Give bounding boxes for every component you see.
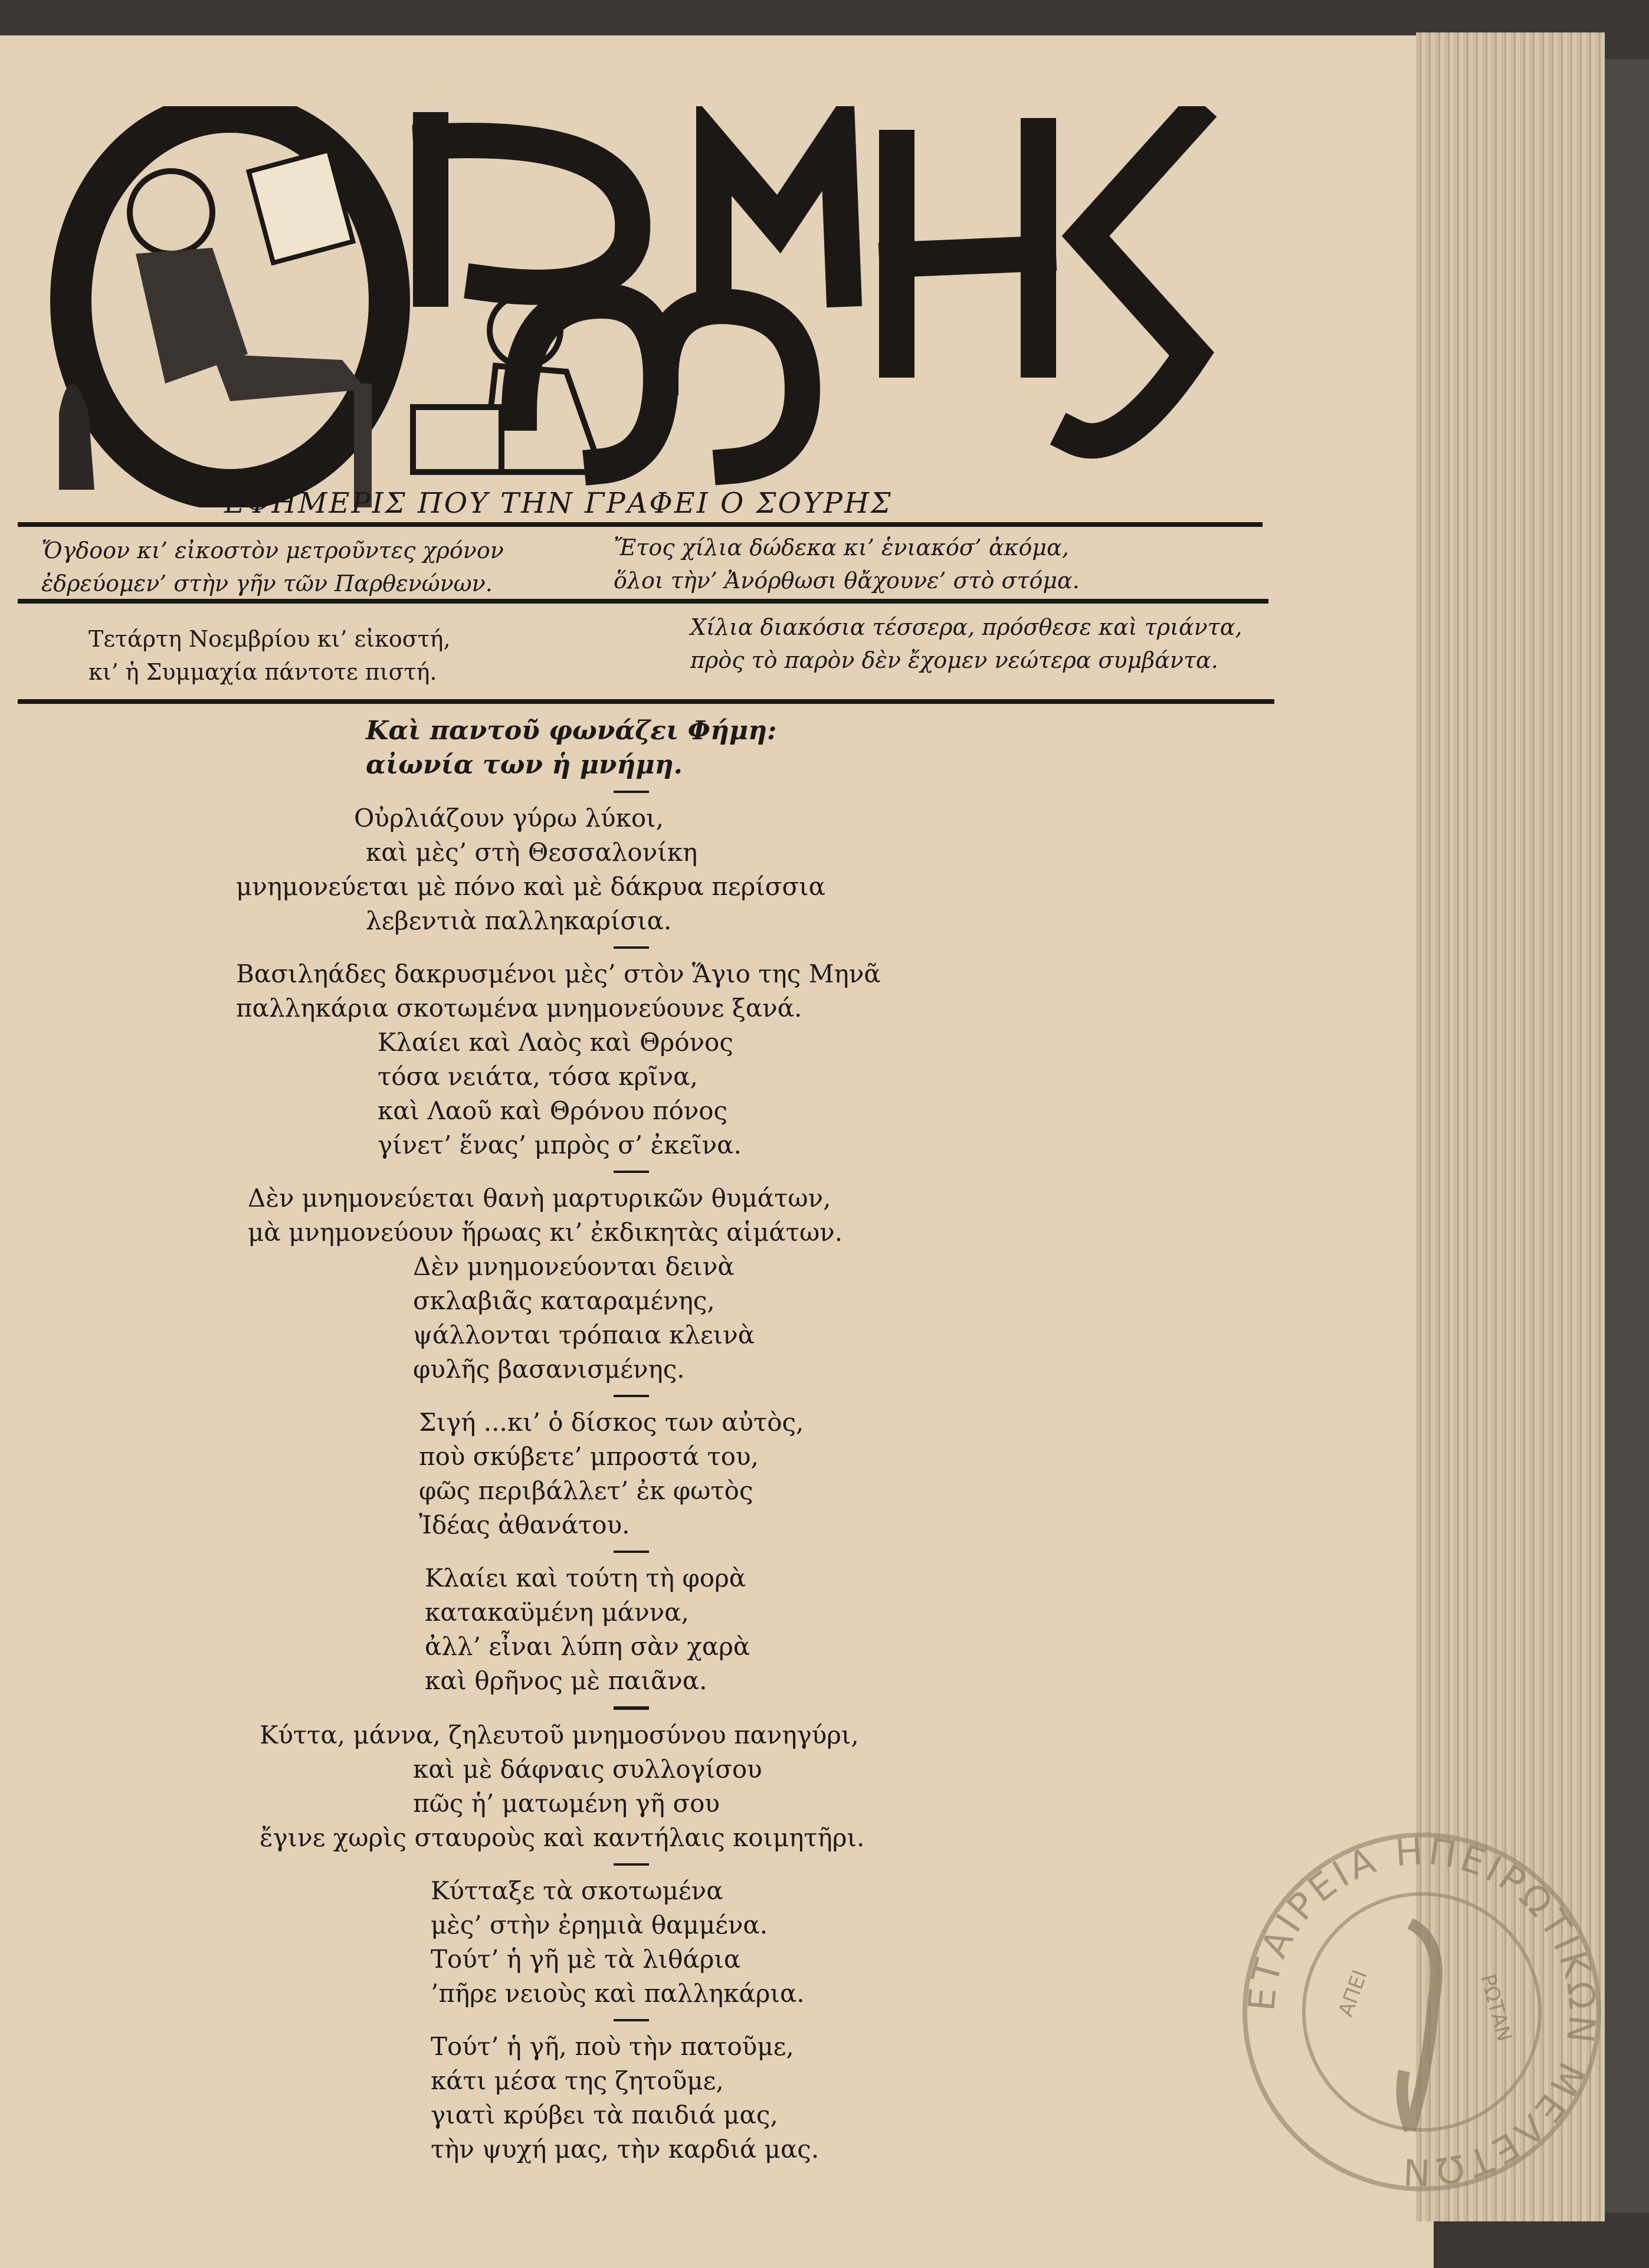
poem-line: ποὺ σκύβετε’ μπροστά του,	[419, 1442, 759, 1471]
poem	[224, 714, 932, 2167]
book-spine	[1605, 59, 1649, 2213]
poem-line: Δὲν μνημονεύονται δεινὰ	[413, 1252, 735, 1281]
poem-line: Δὲν μνημονεύεται θανὴ μαρτυρικῶν θυμάτων,	[248, 1184, 831, 1212]
poem-line: φυλῆς βασανισμένης.	[413, 1355, 685, 1384]
poem-title-line-1: Καὶ παντοῦ φωνάζει Φήμη:	[366, 716, 777, 746]
stanza-separator	[614, 946, 649, 949]
header-verse-left-2: Τετάρτη Νοεμβρίου κι’ εἰκοστή, κι’ ἡ Συμμαχία πάντοτε πιστή.	[88, 626, 451, 685]
header-verse-left-1: Ὄγδοον κι’ εἰκοστὸν μετροῦντες χρόνον ἐδρεύομεν’ στὴν γῆν τῶν Παρθενώνων.	[41, 537, 504, 597]
stanza-separator	[614, 1551, 649, 1553]
stanza-separator	[614, 1395, 649, 1397]
poem-line: κατακαϋμένη μάννα,	[425, 1598, 689, 1627]
header-verse-right-1: Ἔτος χίλια δώδεκα κι’ ἑνιακόσ’ ἀκόμα, ὅλοι τὴν’ Ἀνόρθωσι θἄχουνε’ στὸ στόμα.	[614, 535, 1080, 594]
poem-line: γίνετ’ ἕνας’ μπρὸς σ’ ἐκεῖνα.	[378, 1130, 742, 1159]
poem-line: τόσα νειάτα, τόσα κρῖνα,	[378, 1062, 698, 1091]
poem-line: Τούτ’ ἡ γῆ, ποὺ τὴν πατοῦμε,	[431, 2032, 794, 2061]
poem-line: Ἰδέας ἀθανάτου.	[419, 1510, 630, 1539]
poem-stanzas	[224, 791, 932, 2167]
poem-line: Κλαίει καὶ Λαὸς καὶ Θρόνος	[378, 1028, 733, 1057]
masthead-subtitle: ΕΦΗΜΕΡΙΣ ΠΟΥ ΤΗΝ ΓΡΑΦΕΙ Ο ΣΟΥΡΗΣ	[224, 487, 893, 520]
poem-line: φῶς περιβάλλετ’ ἐκ φωτὸς	[419, 1476, 753, 1505]
poem-line: Κλαίει καὶ τούτη τὴ φορὰ	[425, 1564, 746, 1592]
stanza-separator	[614, 1706, 649, 1710]
poem-line: Τούτ’ ἡ γῆ μὲ τὰ λιθάρια	[431, 1945, 741, 1974]
stanza-separator	[614, 2019, 649, 2021]
poem-line: ἔγινε χωρὶς σταυροὺς καὶ καντήλαις κοιμητῆρι.	[260, 1823, 865, 1852]
header-rule-bottom	[18, 699, 1274, 704]
poem-line: γιατὶ κρύβει τὰ παιδιά μας,	[431, 2100, 778, 2129]
poem-line: λεβεντιὰ παλληκαρίσια.	[366, 906, 672, 935]
seal-ring-text: ΕΤΑΙΡΕΙΑ ΗΠΕΙΡΩΤΙΚΩΝ ΜΕΛΕΤΩΝ	[1240, 1829, 1605, 2194]
stanza-separator	[614, 1171, 649, 1173]
poem-line: Κύττα, μάννα, ζηλευτοῦ μνημοσύνου πανηγύρι,	[260, 1720, 859, 1749]
poem-line: καὶ Λαοῦ καὶ Θρόνου πόνος	[378, 1096, 728, 1125]
library-seal	[1233, 1823, 1611, 2201]
poem-line: ἀλλ’ εἶναι λύπη σὰν χαρὰ	[425, 1632, 750, 1661]
poem-line: μνημονεύεται μὲ πόνο καὶ μὲ δάκρυα περίσσια	[236, 872, 825, 901]
poem-title-line-2: αἰωνία των ἡ μνήμη.	[366, 750, 683, 780]
poem-line: Βασιληάδες δακρυσμένοι μὲς’ στὸν Ἅγιο της Μηνᾶ	[236, 959, 881, 988]
header-verse-right-2: Χίλια διακόσια τέσσερα, πρόσθεσε καὶ τριάντα, πρὸς τὸ παρὸν δὲν ἔχομεν νεώτερα συμβάντα.	[690, 614, 1243, 673]
poem-line: πῶς ἡ’ ματωμένη γῆ σου	[413, 1789, 720, 1818]
poem-line: καὶ θρῆνος μὲ παιᾶνα.	[425, 1666, 707, 1695]
poem-line: σκλαβιᾶς καταραμένης,	[413, 1286, 715, 1315]
poem-line: καὶ μὲ δάφναις συλλογίσου	[413, 1755, 762, 1784]
poem-line: ψάλλονται τρόπαια κλεινὰ	[413, 1320, 755, 1349]
header-rule-top	[18, 522, 1263, 527]
poem-line: Κύτταξε τὰ σκοτωμένα	[431, 1876, 723, 1905]
poem-line: Οὐρλιάζουν γύρω λύκοι,	[354, 804, 664, 833]
seal-stamp-graphic	[1233, 1823, 1611, 2201]
stanza-separator	[614, 1863, 649, 1866]
poem-line: μὲς’ στὴν ἐρημιὰ θαμμένα.	[431, 1910, 768, 1939]
svg-text:ΕΤΑΙΡΕΙΑ ΗΠΕΙΡΩΤΙΚΩΝ ΜΕΛΕΤΩΝ	[1240, 1830, 1604, 2194]
seal-inner-left: ΑΠΕΙ	[1333, 1967, 1372, 2020]
poem-line: καὶ μὲς’ στὴ Θεσσαλονίκη	[366, 838, 698, 867]
poem-line: τὴν ψυχή μας, τὴν καρδιά μας.	[431, 2135, 819, 2164]
stanza-separator	[614, 791, 649, 793]
masthead-logo	[35, 106, 1227, 507]
masthead	[35, 106, 1227, 507]
poem-line: μὰ μνημονεύουν ἥρωας κι’ ἐκδικητὰς αἱμάτων.	[248, 1218, 843, 1247]
poem-line: Σιγή ...κι’ ὁ δίσκος των αὐτὸς,	[419, 1408, 804, 1437]
seal-inner-right: ΡΩΤΑΝ	[1476, 1971, 1516, 2044]
seal-bird-icon	[1402, 1923, 1437, 2130]
header-rule-middle	[18, 599, 1268, 604]
poem-line: κάτι μέσα της ζητοῦμε,	[431, 2066, 724, 2095]
poem-line: ’πῆρε νειοὺς καὶ παλληκάρια.	[431, 1979, 805, 2008]
poem-line: παλληκάρια σκοτωμένα μνημονεύουνε ξανά.	[236, 994, 802, 1022]
